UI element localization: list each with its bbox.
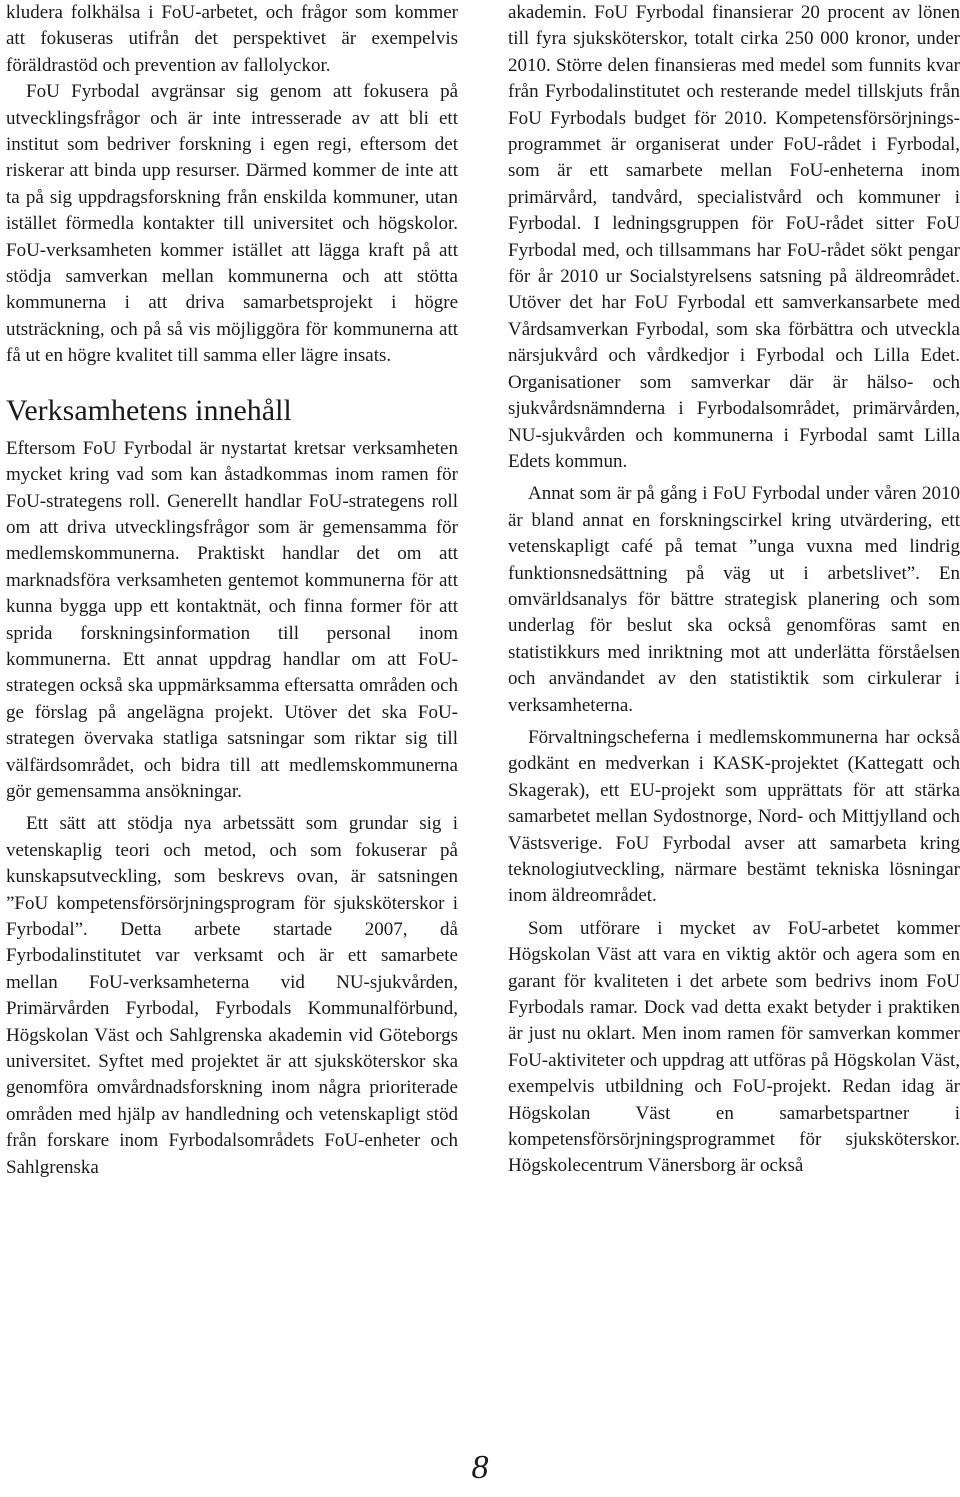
paragraph-ongoing-activities: Annat som är på gång i FoU Fyrbodal under våren 2010 är bland annat en forskningscirkel kring utvärdering, ett vetenskapligt café på temat ”unga vuxna med lindrig funktionsnedsättning på väg ut i arbetslivet”. En omvärldsanalys för bättre strategisk planering och som underlag för beslut ska också genomföras samt en statistikkurs med inriktning mot att underlätta förståelsen och användandet av den statistiktik som cirkulerar i verksamheterna.: [508, 483, 960, 716]
paragraph-hogskolan-vast: Som utförare i mycket av FoU-arbetet kommer Högskolan Väst att vara en viktig aktör och agera som en garant för kvaliteten i det arbete som bedrivs inom FoU Fyrbodals ramar. Dock vad detta exakt betyder i praktiken är just nu oklart. Men inom ramen för samverkan kommer FoU-aktiviteter och uppdrag att utföras på Högskolan Väst, exempelvis utbildning och FoU-projekt. Redan idag är Högskolan Väst en samarbetspartner i kompetensförsörjningsprogrammet för sjuksköterskor. Högskolecentrum Vänersborg är också: [508, 917, 960, 1177]
paragraph-content-overview: Eftersom FoU Fyrbodal är nystartat kretsar verksamheten mycket kring vad som kan åstadkommas inom ramen för FoU-strategens roll. Generellt handlar FoU-strategens roll om att driva utvecklingsfrågor som är gemensamma för medlemskommunerna. Praktiskt handlar det om att marknadsföra verksamheten gentemot kommunerna för att kunna bygga upp ett kontaktnät, och finna former för att sprida forskningsinformation till personal inom kommunerna. Ett annat uppdrag handlar om att FoU-strategen också ska uppmärksamma eftersatta områden och ge förslag på angelägna projekt. Utöver det ska FoU-strategen övervaka statliga satsningar som riktar sig till välfärdsområdet, och bidra till att medlemskommunerna gör gemensamma ansökningar.: [6, 437, 458, 802]
left-column: [6, 0, 458, 1181]
paragraph-competence-program: Ett sätt att stödja nya arbetssätt som grundar sig i vetenskaplig teori och metod, och som fokuserar på kunskapsutveckling, som beskrevs ovan, är satsningen ”FoU kompetensförsörjningsprogram för sjuksköterskor i Fyrbodal”. Detta arbete startade 2007, då Fyrbodalinstitutet var verksamt och är ett samarbete mellan FoU-verksamheterna vid NU-sjukvården, Primärvården Fyrbodal, Fyrbodals Kommunalförbund, Högskolan Väst och Sahlgrenska akademin vid Göteborgs universitet. Syftet med projektet är att sjuksköterskor ska genomföra omvårdnadsforskning inom några prioriterade områden med hjälp av handledning och vetenskapligt stöd från forskare inom Fyrbodalsområdets FoU-enheter och Sahlgrenska: [6, 813, 458, 1178]
section-heading: Verksamhetens innehåll: [6, 393, 292, 427]
paragraph-scope: FoU Fyrbodal avgränsar sig genom att fokusera på utvecklingsfrågor och är inte intresserade av att bli ett institut som bedriver forskning i egen regi, eftersom det riskerar att binda upp resurser. Därmed kommer de inte att ta på sig uppdragsforskning från enskilda kommuner, utan istället förmedla kontakter till universitet och högskolor. FoU-verksamheten kommer istället att lägga kraft på att stödja samverkan mellan kommunerna och att stötta kommunerna i att driva samarbetsprojekt i högre utsträckning, och på så vis möjliggöra för kommunerna att få ut en högre kvalitet till samma eller lägre insats.: [6, 81, 458, 367]
paragraph-kask-project: Förvaltningscheferna i medlemskommunerna har också godkänt en medverkan i KASK-projektet (Kattegatt och Skagerak), ett EU-projekt som upprättats för att stärka samarbetet mellan Sydostnorge, Nord- och Mittjylland och Västsverige. FoU Fyrbodal avser att samarbeta kring teknologiutveckling, närmare bestämt tekniska lösningar inom äldreområdet.: [508, 726, 960, 907]
paragraph-intro-continuation: kludera folkhälsa i FoU-arbetet, och frågor som kommer att fokuseras utifrån det perspektivet är exempelvis föräldrastöd och prevention av fallolyckor.: [6, 2, 458, 76]
right-column: [508, 0, 960, 1180]
page-number: 8: [471, 1449, 489, 1486]
paragraph-financing: akademin. FoU Fyrbodal finansierar 20 procent av lönen till fyra sjuksköterskor, totalt cirka 250 000 kronor, under 2010. Större delen finansieras med medel som funnits kvar från Fyrbodalinstitutet och resterande medel tillskjuts från FoU Fyrbodals budget för 2010. Kompetensförsörjningsprogrammet är organiserat under FoU-rådet i Fyrbodal, som är ett samarbete mellan FoU-enheterna inom primärvård, tandvård, specialistvård och kommuner i Fyrbodal. I ledningsgruppen för FoU-rådet sitter FoU Fyrbodal med, och tillsammans har FoU-rådet sökt pengar för år 2010 ur Socialstyrelsens satsning på äldreområdet. Utöver det har FoU Fyrbodal ett samverkansarbete med Vårdsamverkan Fyrbodal, som ska förbättra och utveckla närsjukvård och vårdkedjor i Fyrbodal och Lilla Edet. Organisationer som samverkar där är hälso- och sjukvårdsnämnderna i Fyrbodalsområdet, primärvården, NU-sjukvården och kommunerna i Fyrbodal samt Lilla Edets kommun.: [508, 2, 960, 472]
